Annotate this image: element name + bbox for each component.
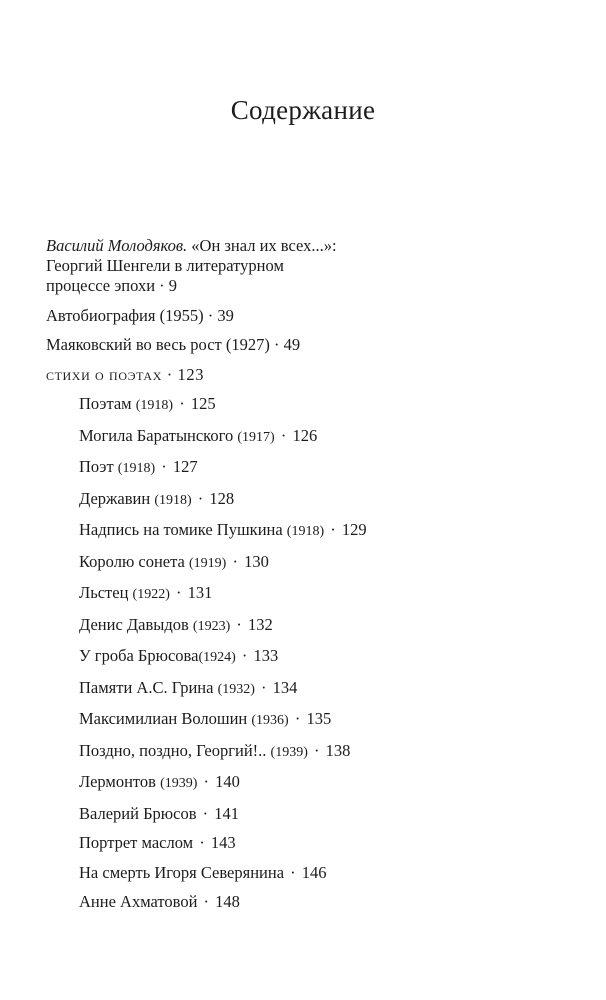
poem-page: 129 bbox=[341, 520, 367, 539]
poem-page: 132 bbox=[247, 614, 273, 634]
toc-entry-title-cont: процессе эпохи · 9 bbox=[46, 276, 178, 295]
toc-section-poems bbox=[46, 365, 566, 385]
poem-year: (1919) bbox=[189, 555, 227, 571]
poem-title: Анне Ахматовой bbox=[79, 892, 198, 911]
poem-page: 126 bbox=[292, 425, 318, 445]
poem-title: Поэтам bbox=[79, 394, 132, 413]
poem-page: 128 bbox=[209, 488, 235, 508]
toc-entry-poem: Королю сонета (1919) · 130 bbox=[79, 551, 269, 571]
page-title: Содержание bbox=[230, 95, 376, 125]
poem-page: 131 bbox=[187, 583, 213, 602]
poem-page: 138 bbox=[325, 740, 351, 760]
poem-year: (1918) bbox=[154, 492, 192, 508]
poem-title: На смерть Игоря Северянина bbox=[79, 862, 285, 882]
poem-year: (1917) bbox=[237, 429, 275, 445]
poem-page: 127 bbox=[172, 457, 198, 476]
poem-year: (1936) bbox=[251, 713, 289, 728]
toc-entry-text: Маяковский во весь рост (1927) · 49 bbox=[46, 335, 301, 354]
poem-year: (1924) bbox=[198, 650, 236, 665]
poem-title: Лермонтов bbox=[79, 772, 156, 791]
toc-entry-poem: Лермонтов (1939) · 140 bbox=[79, 772, 240, 791]
toc-entry-poem: Памяти А.С. Грина (1932) · 134 bbox=[79, 677, 298, 697]
toc-entry-mayakovsky bbox=[46, 335, 566, 355]
toc-entry-poem: Денис Давыдов (1923) · 132 bbox=[79, 614, 273, 634]
poem-page: 148 bbox=[215, 892, 240, 911]
poem-title: Валерий Брюсов bbox=[79, 803, 197, 823]
poem-page: 133 bbox=[253, 646, 279, 665]
toc-section-heading: стихи о поэтах · 123 bbox=[46, 364, 205, 384]
poem-title: Памяти А.С. Грина bbox=[79, 677, 214, 697]
toc-entry-poem: Портрет маслом · 143 bbox=[79, 833, 236, 852]
poem-page: 125 bbox=[190, 394, 216, 413]
toc-entry-poem: Поздно, поздно, Георгий!.. (1939) · 138 bbox=[79, 740, 351, 760]
poem-page: 135 bbox=[306, 709, 332, 728]
poem-page: 146 bbox=[301, 862, 327, 882]
table-of-contents bbox=[46, 236, 566, 922]
poem-year: (1922) bbox=[132, 587, 170, 602]
poem-page: 134 bbox=[272, 677, 298, 697]
toc-entry-poem: Льстец (1922) · 131 bbox=[79, 583, 213, 602]
poem-title: Надпись на томике Пушкина bbox=[79, 520, 283, 539]
toc-entry-poem: Валерий Брюсов · 141 bbox=[79, 803, 239, 823]
poem-year: (1932) bbox=[217, 681, 255, 697]
poem-title: Могила Баратынского bbox=[79, 425, 234, 445]
toc-entry-author: Василий Молодяков. bbox=[46, 236, 188, 255]
toc-entry-poem: Могила Баратынского (1917) · 126 bbox=[79, 425, 318, 445]
toc-entry-poem: Анне Ахматовой · 148 bbox=[79, 892, 240, 911]
poem-year: (1939) bbox=[270, 744, 308, 760]
poem-title: Поздно, поздно, Георгий!.. bbox=[79, 740, 267, 760]
poem-title: Льстец bbox=[79, 583, 129, 602]
toc-entry-title: «Он знал их всех...»: bbox=[191, 236, 337, 255]
toc-entry-poem: У гроба Брюсова(1924) · 133 bbox=[79, 646, 279, 665]
poem-title: Портрет маслом bbox=[79, 833, 194, 852]
toc-entry-autobiography bbox=[46, 306, 566, 326]
poem-year: (1918) bbox=[117, 461, 156, 476]
poem-title: Максимилиан Волошин bbox=[79, 709, 248, 728]
poem-page: 141 bbox=[214, 803, 239, 823]
toc-entry-title-cont: Георгий Шенгели в литературном bbox=[46, 256, 284, 275]
poem-page: 143 bbox=[210, 833, 236, 852]
poem-page: 140 bbox=[215, 772, 240, 791]
poem-title: Денис Давыдов bbox=[79, 614, 189, 634]
toc-entry-poem: На смерть Игоря Северянина · 146 bbox=[79, 862, 327, 882]
poem-year: (1923) bbox=[192, 618, 231, 634]
poem-year: (1918) bbox=[135, 398, 174, 413]
toc-entry-poem: Державин (1918) · 128 bbox=[79, 488, 235, 508]
toc-entry-poem: Поэтам (1918) · 125 bbox=[79, 394, 216, 413]
poem-title: Поэт bbox=[79, 457, 114, 476]
poem-title: У гроба Брюсова bbox=[79, 646, 199, 665]
toc-entry-poem: Надпись на томике Пушкина (1918) · 129 bbox=[79, 520, 367, 539]
toc-entry-poem: Максимилиан Волошин (1936) · 135 bbox=[79, 709, 332, 728]
poem-page: 130 bbox=[244, 551, 269, 571]
poem-title: Державин bbox=[79, 488, 151, 508]
toc-entry-essay bbox=[46, 236, 566, 296]
toc-entry-text: Автобиография (1955) · 39 bbox=[46, 305, 234, 325]
poem-year: (1939) bbox=[160, 776, 198, 791]
poem-title: Королю сонета bbox=[79, 551, 185, 571]
poem-year: (1918) bbox=[286, 524, 325, 539]
toc-entry-poem: Поэт (1918) · 127 bbox=[79, 457, 198, 476]
